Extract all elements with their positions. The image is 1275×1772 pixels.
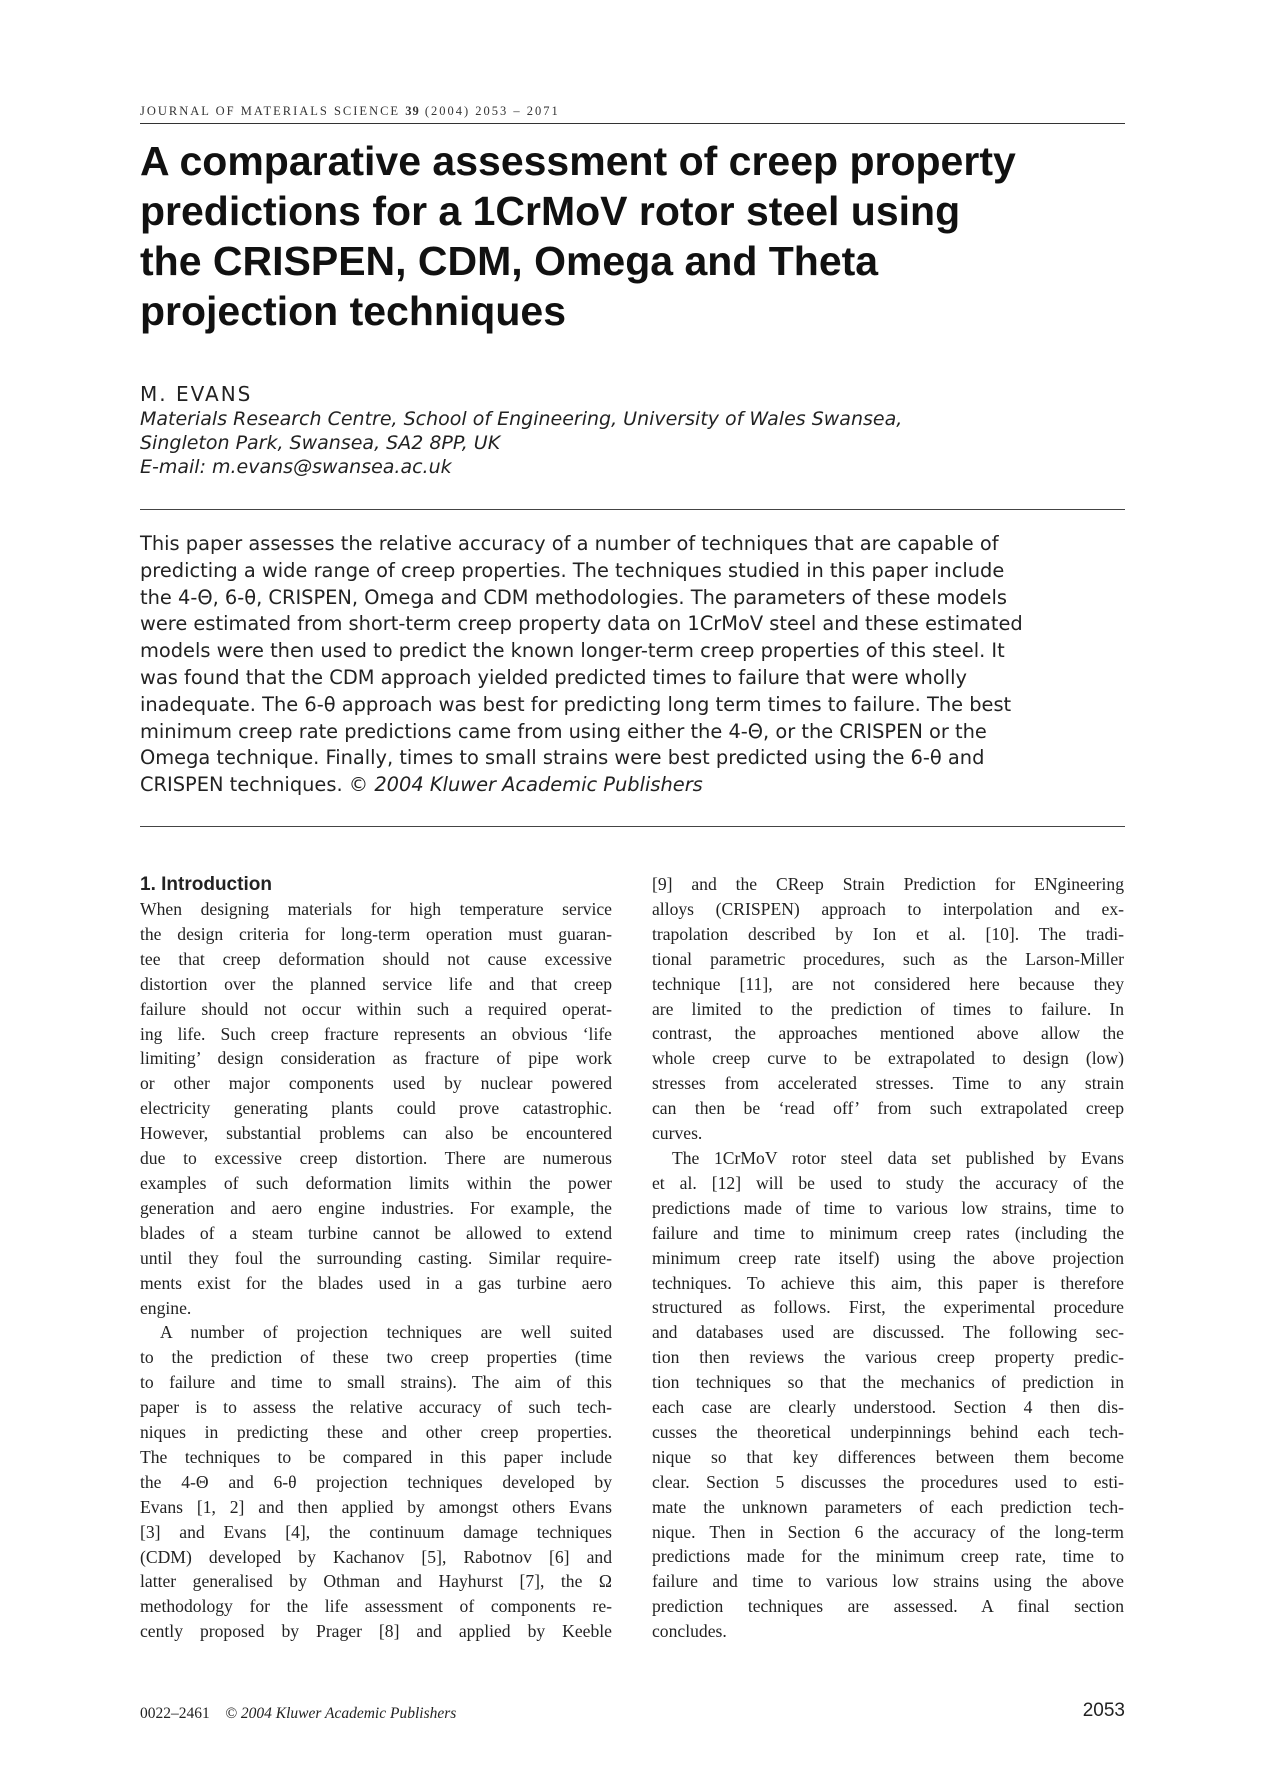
paper-page	[140, 0, 1125, 1772]
text-line: engine.	[140, 1297, 192, 1318]
text-line: electricity generating plants could prove catastrophic.	[140, 1098, 612, 1119]
text-line: stresses from accelerated stresses. Time to any strain	[652, 1073, 1124, 1094]
text-line: to failure and time to small strains). The aim of this	[140, 1372, 612, 1393]
text-line: ments exist for the blades used in a gas turbine aero	[140, 1272, 612, 1293]
paragraph	[140, 897, 612, 1320]
abstract-line: was found that the CDM approach yielded predicted times to failure that were wholly	[140, 665, 967, 689]
abstract-line: models were then used to predict the known longer-term creep properties of this steel. It	[140, 639, 1005, 663]
text-line: are limited to the prediction of times to failure. In	[652, 998, 1124, 1019]
text-line: latter generalised by Othman and Hayhurst [7], the Ω	[140, 1571, 612, 1592]
abstract-line: This paper assesses the relative accuracy of a number of techniques that are capable of	[140, 532, 999, 555]
text-line: prediction techniques are assessed. A final section	[652, 1596, 1124, 1617]
text-line: clear. Section 5 discusses the procedures used to esti-	[652, 1471, 1124, 1492]
text-line: cusses the theoretical underpinnings behind each tech-	[652, 1421, 1124, 1442]
text-line: (CDM) developed by Kachanov [5], Rabotnov [6] and	[140, 1546, 612, 1567]
abstract	[140, 531, 1125, 799]
title-line: projection techniques	[140, 288, 566, 334]
abstract-line: the 4-Θ, 6-θ, CRISPEN, Omega and CDM methodologies. The parameters of these models	[140, 585, 1007, 609]
text-line: due to excessive creep distortion. There are numerous	[140, 1148, 612, 1169]
text-line: blades of a steam turbine cannot be allowed to extend	[140, 1222, 612, 1243]
abstract-copyright: © 2004 Kluwer Academic Publishers	[348, 773, 703, 797]
text-line: whole creep curve to be extrapolated to design (low)	[652, 1048, 1124, 1069]
text-line: techniques. To achieve this aim, this paper is therefore	[652, 1272, 1124, 1293]
text-line: each case are clearly understood. Section 4 then dis-	[652, 1397, 1124, 1418]
affiliation-line: Materials Research Centre, School of Engineering, University of Wales Swansea,	[140, 408, 903, 430]
journal-year-pages: (2004) 2053 – 2071	[424, 104, 560, 118]
title-line: A comparative assessment of creep property	[140, 138, 1016, 184]
text-line: failure and time to minimum creep rates (including the	[652, 1222, 1124, 1243]
footer-issn-line	[140, 1705, 456, 1723]
text-line: until they foul the surrounding casting. Similar require-	[140, 1247, 612, 1268]
text-line: tion techniques so that the mechanics of prediction in	[652, 1372, 1124, 1393]
left-column	[140, 872, 612, 1644]
author-affiliation	[140, 407, 1125, 479]
text-line: paper is to assess the relative accuracy of such tech-	[140, 1397, 612, 1418]
text-line: or other major components used by nuclear powered	[140, 1073, 612, 1094]
section-heading: 1. Introduction	[140, 874, 272, 895]
text-line: can then be ‘read off’ from such extrapolated creep	[652, 1098, 1124, 1119]
abstract-top-rule	[140, 509, 1125, 510]
text-line: predictions made of time to various low strains, time to	[652, 1197, 1124, 1218]
title-line: predictions for a 1CrMoV rotor steel using	[140, 188, 961, 234]
paragraph	[652, 872, 1124, 1146]
author-email: E-mail: m.evans@swansea.ac.uk	[140, 456, 452, 478]
text-line: failure should not occur within such a required operat-	[140, 998, 612, 1019]
text-line: failure and time to various low strains using the above	[652, 1571, 1124, 1592]
text-line: [9] and the CReep Strain Prediction for ENgineering	[652, 874, 1124, 894]
text-line: examples of such deformation limits within the power	[140, 1172, 612, 1193]
paragraph	[652, 1146, 1124, 1644]
text-line: ing life. Such creep fracture represents an obvious ‘life	[140, 1023, 612, 1044]
abstract-line-text: CRISPEN techniques.	[140, 773, 343, 797]
text-line: The 1CrMoV rotor steel data set published by Evans	[672, 1147, 1124, 1168]
abstract-line: predicting a wide range of creep properties. The techniques studied in this paper include	[140, 558, 1005, 582]
text-line: tional parametric procedures, such as the Larson-Miller	[652, 948, 1124, 969]
text-line: curves.	[652, 1123, 703, 1144]
text-line: generation and aero engine industries. For example, the	[140, 1197, 612, 1218]
text-line: The techniques to be compared in this paper include	[140, 1446, 612, 1467]
text-line: predictions made for the minimum creep rate, time to	[652, 1546, 1124, 1567]
text-line: Evans [1, 2] and then applied by amongst others Evans	[140, 1496, 612, 1517]
text-line: trapolation described by Ion et al. [10]. The tradi-	[652, 923, 1124, 944]
footer-issn: 0022–2461	[140, 1705, 210, 1722]
text-line: and databases used are discussed. The following sec-	[652, 1322, 1124, 1343]
text-line: contrast, the approaches mentioned above allow the	[652, 1023, 1124, 1044]
text-line: niques in predicting these and other creep properties.	[140, 1422, 612, 1443]
text-line: tion then reviews the various creep property predic-	[652, 1347, 1124, 1368]
page-number: 2053	[1082, 1700, 1125, 1721]
abstract-line: were estimated from short-term creep property data on 1CrMoV steel and these estimated	[140, 612, 1023, 636]
abstract-line: Omega technique. Finally, times to small strains were best predicted using the 6-θ and	[140, 746, 985, 770]
journal-volume: 39	[405, 104, 420, 118]
abstract-last-line	[140, 772, 1125, 799]
text-line: the design criteria for long-term operation must guaran-	[140, 923, 612, 944]
paper-title	[140, 136, 1080, 336]
text-line: distortion over the planned service life and that creep	[140, 973, 612, 994]
text-line: However, substantial problems can also be encountered	[140, 1123, 612, 1144]
text-line: concludes.	[652, 1621, 727, 1642]
text-line: [3] and Evans [4], the continuum damage techniques	[140, 1521, 612, 1542]
journal-header	[140, 104, 1125, 119]
text-line: structured as follows. First, the experimental procedure	[652, 1297, 1124, 1318]
abstract-bottom-rule	[140, 826, 1125, 827]
title-line: the CRISPEN, CDM, Omega and Theta	[140, 238, 879, 284]
text-line: mate the unknown parameters of each prediction tech-	[652, 1496, 1124, 1517]
text-line: cently proposed by Prager [8] and applied by Keeble	[140, 1621, 612, 1642]
right-column	[652, 872, 1124, 1644]
affiliation-line: Singleton Park, Swansea, SA2 8PP, UK	[140, 432, 501, 454]
abstract-line: minimum creep rate predictions came from using either the 4-Θ, or the CRISPEN or the	[140, 719, 987, 743]
header-rule	[140, 123, 1125, 124]
text-line: tee that creep deformation should not cause excessive	[140, 948, 612, 969]
text-line: technique [11], are not considered here because they	[652, 973, 1124, 994]
paragraph	[140, 1320, 612, 1644]
text-line: nique so that key differences between them become	[652, 1446, 1124, 1467]
author-name: M. EVANS	[140, 382, 253, 406]
text-line: the 4-Θ and 6-θ projection techniques developed by	[140, 1471, 612, 1492]
text-line: nique. Then in Section 6 the accuracy of the long-term	[652, 1521, 1124, 1542]
text-line: When designing materials for high temperature service	[140, 899, 612, 919]
text-line: methodology for the life assessment of components re-	[140, 1596, 612, 1617]
footer-copyright: © 2004 Kluwer Academic Publishers	[225, 1705, 457, 1722]
text-line: to the prediction of these two creep properties (time	[140, 1347, 612, 1368]
text-line: minimum creep rate itself) using the above projection	[652, 1247, 1124, 1268]
text-line: limiting’ design consideration as fracture of pipe work	[140, 1048, 612, 1069]
journal-name: JOURNAL OF MATERIALS SCIENCE	[140, 104, 401, 118]
abstract-line: inadequate. The 6-θ approach was best for predicting long term times to failure. The best	[140, 692, 1012, 716]
text-line: alloys (CRISPEN) approach to interpolation and ex-	[652, 898, 1124, 919]
text-line: A number of projection techniques are well suited	[160, 1322, 612, 1343]
text-line: et al. [12] will be used to study the accuracy of the	[652, 1172, 1124, 1193]
